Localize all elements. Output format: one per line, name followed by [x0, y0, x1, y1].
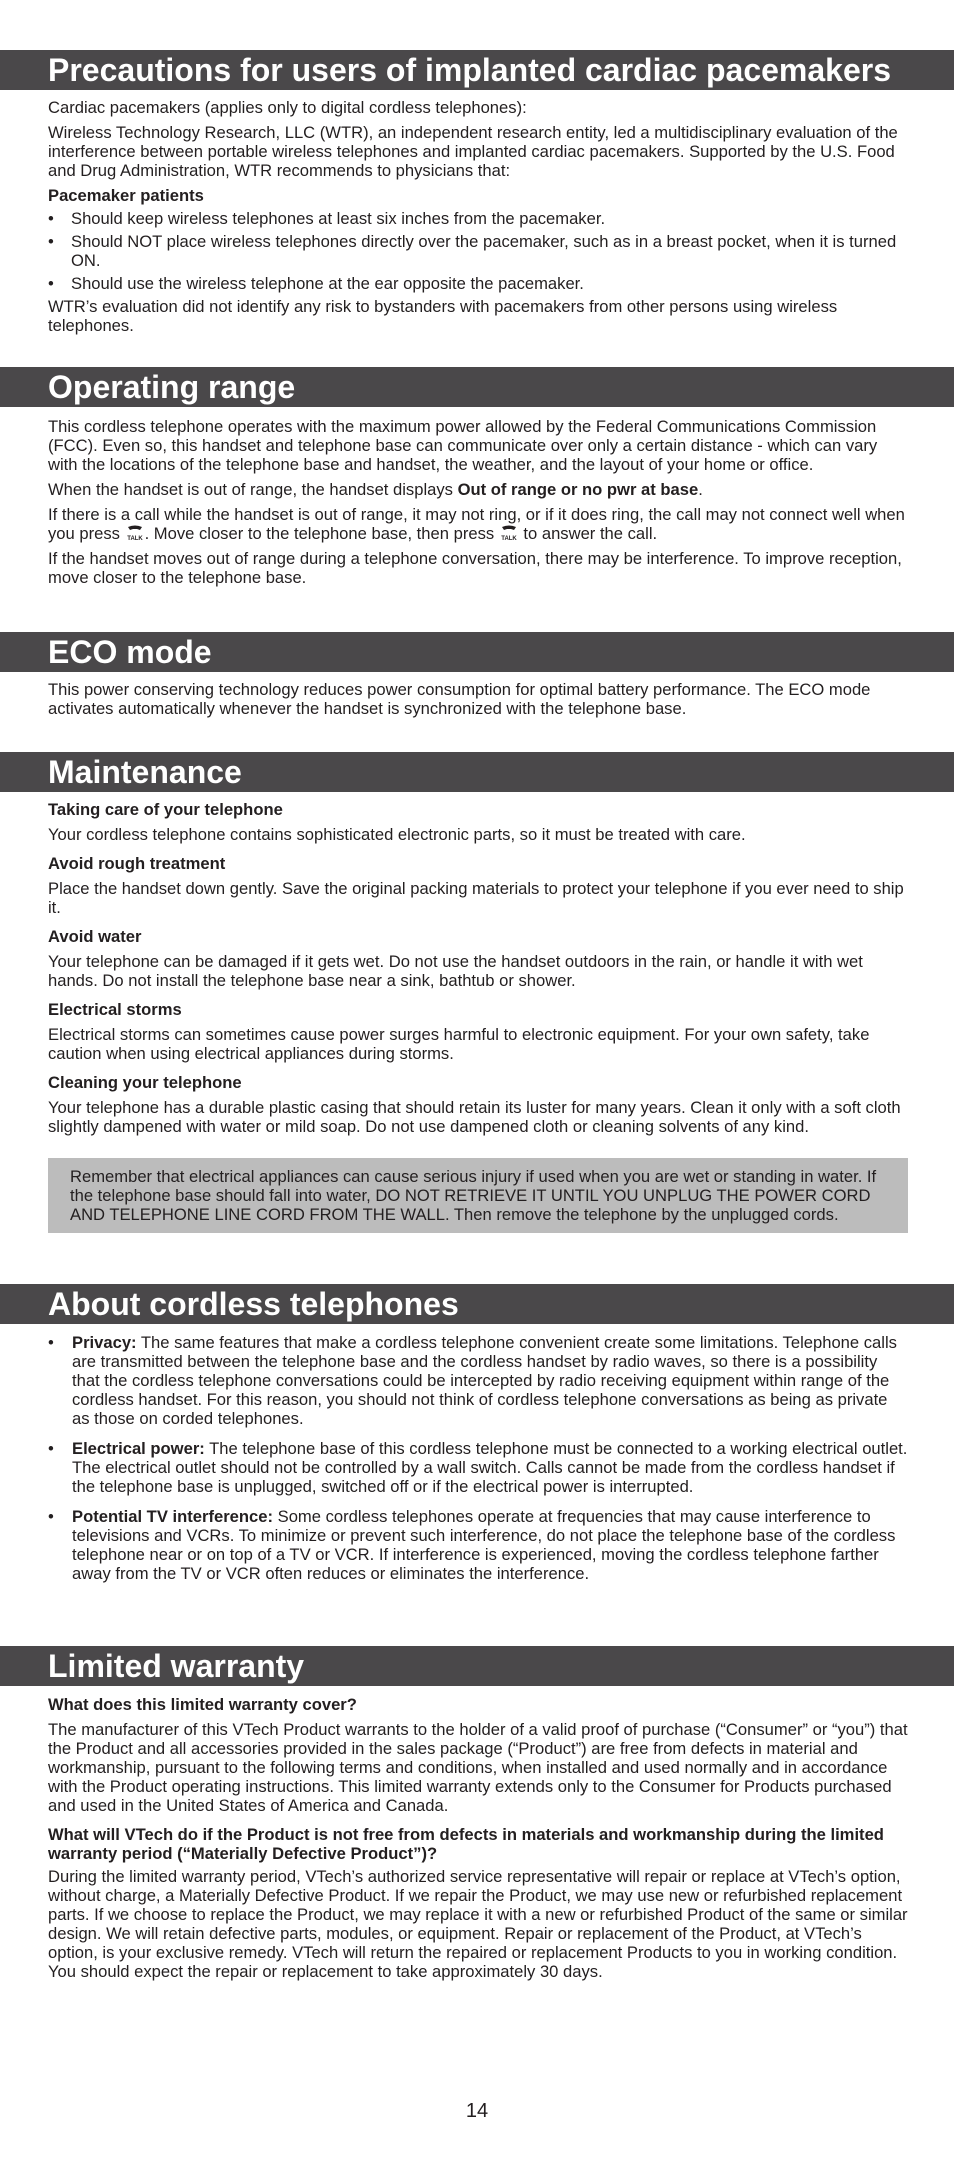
list-item: • Should keep wireless telephones at least six inches from the pacemaker. — [48, 209, 908, 228]
section-pacemakers — [48, 98, 908, 341]
section-title: ECO mode — [48, 633, 212, 670]
display-message: Out of range or no pwr at base — [457, 480, 699, 499]
paragraph: Your cordless telephone contains sophisticated electronic parts, so it must be treated with care. — [48, 825, 746, 844]
list-item: • Electrical power: The telephone base of this cordless telephone must be connected to a working electrical outlet. The electrical outlet should not be controlled by a wall switch. Calls cannot be made from the cordless handset if the telephone base is unplugged, switched off or if the electrical power is interrupted. — [48, 1439, 908, 1496]
subheading: Avoid water — [48, 927, 142, 946]
section-limited-warranty — [48, 1695, 908, 1987]
list-item: • Privacy: The same features that make a cordless telephone convenient create some limitations. Telephone calls are transmitted between the telephone base and the cordless handset by radio waves, so there is a possibility that the cordless telephone conversations could be intercepted by radio receiving equipment within range of the cordless handset. For this reason, you should not think of cordless telephone conversations as being as private as those on corded telephones. — [48, 1333, 908, 1428]
section-header-eco-mode — [0, 632, 954, 672]
subheading: Cleaning your telephone — [48, 1073, 242, 1092]
paragraph: Place the handset down gently. Save the original packing materials to protect your telephone if you ever need to ship it. — [48, 879, 904, 917]
subheading: Pacemaker patients — [48, 186, 204, 205]
subheading: What will VTech do if the Product is not free from defects in materials and workmanship during the limited warranty period (“Materially Defective Product”)? — [48, 1825, 884, 1863]
paragraph: Cardiac pacemakers (applies only to digital cordless telephones): — [48, 98, 527, 117]
paragraph: Your telephone can be damaged if it gets wet. Do not use the handset outdoors in the rain, or handle it with wet hands. Do not install the telephone base near a sink, bathtub or shower. — [48, 952, 863, 990]
subheading: Avoid rough treatment — [48, 854, 226, 873]
paragraph: During the limited warranty period, VTech’s authorized service representative will repair or replace at VTech’s option, without charge, a Materially Defective Product. If we repair the Product, we may use new or refurbished replacement parts. If we choose to replace the Product, we may replace it with a new or refurbished Product of the same or similar design. We will retain defective parts, modules, or equipment. Repair or replacement of the Product, at VTech’s option, is your exclusive remedy. VTech will return the repaired or replacement Products to you in working condition. You should expect the repair or replacement to take approximately 30 days. — [48, 1867, 908, 1981]
subheading: What does this limited warranty cover? — [48, 1695, 357, 1714]
paragraph: WTR’s evaluation did not identify any risk to bystanders with pacemakers from other persons using wireless telephones. — [48, 297, 838, 335]
svg-text:TALK: TALK — [126, 536, 143, 542]
section-title: Operating range — [48, 368, 296, 405]
talk-key-icon — [499, 525, 519, 542]
list-item: • Potential TV interference: Some cordless telephones operate at frequencies that may cause interference to televisions and VCRs. To minimize or prevent such interference, do not place the telephone base of the cordless telephone near or on top of a TV or VCR. If interference is experienced, moving the cordless telephone farther away from the TV or VCR often reduces or eliminates the interference. — [48, 1507, 908, 1583]
page-number: 14 — [465, 2100, 489, 2122]
paragraph: This power conserving technology reduces power consumption for optimal battery performance. The ECO mode activates automatically whenever the handset is synchronized with the telephone base. — [48, 680, 871, 718]
paragraph: Your telephone has a durable plastic casing that should retain its luster for many years. Clean it only with a soft cloth slightly dampened with water or mild soap. Do not use dampened cloth or cleaning solvents of any kind. — [48, 1098, 901, 1136]
section-operating-range — [48, 417, 908, 593]
paragraph: The manufacturer of this VTech Product warrants to the holder of a valid proof of purchase (“Consumer” or “you”) that the Product and all accessories provided in the sales package (“Product”) are free from defects in material and workmanship, pursuant to the following terms and conditions, when installed and used normally and in accordance with the Product operating instructions. This limited warranty extends only to the Consumer for Products purchased and used in the United States of America and Canada. — [48, 1720, 908, 1815]
section-eco-mode — [48, 680, 908, 724]
subheading: Electrical storms — [48, 1000, 182, 1019]
paragraph: If the handset moves out of range during a telephone conversation, there may be interference. To improve reception, move closer to the telephone base. — [48, 549, 902, 587]
section-title: Maintenance — [48, 753, 242, 790]
list-item: • Should NOT place wireless telephones directly over the pacemaker, such as in a breast pocket, when it is turned ON. — [48, 232, 908, 270]
talk-key-icon — [125, 525, 145, 542]
paragraph: This cordless telephone operates with the maximum power allowed by the Federal Communications Commission (FCC). Even so, this handset and telephone base can communicate over only a certain distance - which can vary with the locations of the telephone base and handset, the weather, and the layout of your home or office. — [48, 417, 878, 474]
section-header-about-cordless — [0, 1284, 954, 1324]
section-title: About cordless telephones — [48, 1285, 459, 1322]
section-header-pacemakers — [0, 50, 954, 90]
list-item: • Should use the wireless telephone at the ear opposite the pacemaker. — [48, 274, 908, 293]
svg-text:TALK: TALK — [501, 536, 517, 542]
paragraph: Electrical storms can sometimes cause power surges harmful to electronic equipment. For your own safety, take caution when using electrical appliances during storms. — [48, 1025, 870, 1063]
section-title: Limited warranty — [48, 1647, 305, 1684]
subheading: Taking care of your telephone — [48, 800, 283, 819]
paragraph: If there is a call while the handset is out of range, it may not ring, or if it does ring, the call may not connect well when you press TALK . Move closer to the telephone base, then press TALK to answer the call. — [48, 505, 905, 543]
paragraph: When the handset is out of range, the handset displays Out of range or no pwr at base. — [48, 480, 703, 499]
section-about-cordless — [48, 1333, 908, 1594]
section-header-maintenance — [0, 752, 954, 792]
bullet-list — [48, 209, 908, 293]
section-header-limited-warranty — [0, 1646, 954, 1686]
section-title: Precautions for users of implanted cardiac pacemakers — [48, 51, 891, 88]
bullet-list — [48, 1333, 908, 1583]
section-header-operating-range — [0, 367, 954, 407]
warning-note: Remember that electrical appliances can cause serious injury if used when you are wet or standing in water. If the telephone base should fall into water, DO NOT RETRIEVE IT UNTIL YOU UNPLUG THE POWER CORD AND TELEPHONE LINE CORD FROM THE WALL. Then remove the telephone by the unplugged cords. — [48, 1158, 908, 1233]
section-maintenance — [48, 800, 908, 1233]
paragraph: Wireless Technology Research, LLC (WTR), an independent research entity, led a multidisciplinary evaluation of the interference between portable wireless telephones and implanted cardiac pacemakers. Supported by the U.S. Food and Drug Administration, WTR recommends to physicians that: — [48, 123, 898, 180]
